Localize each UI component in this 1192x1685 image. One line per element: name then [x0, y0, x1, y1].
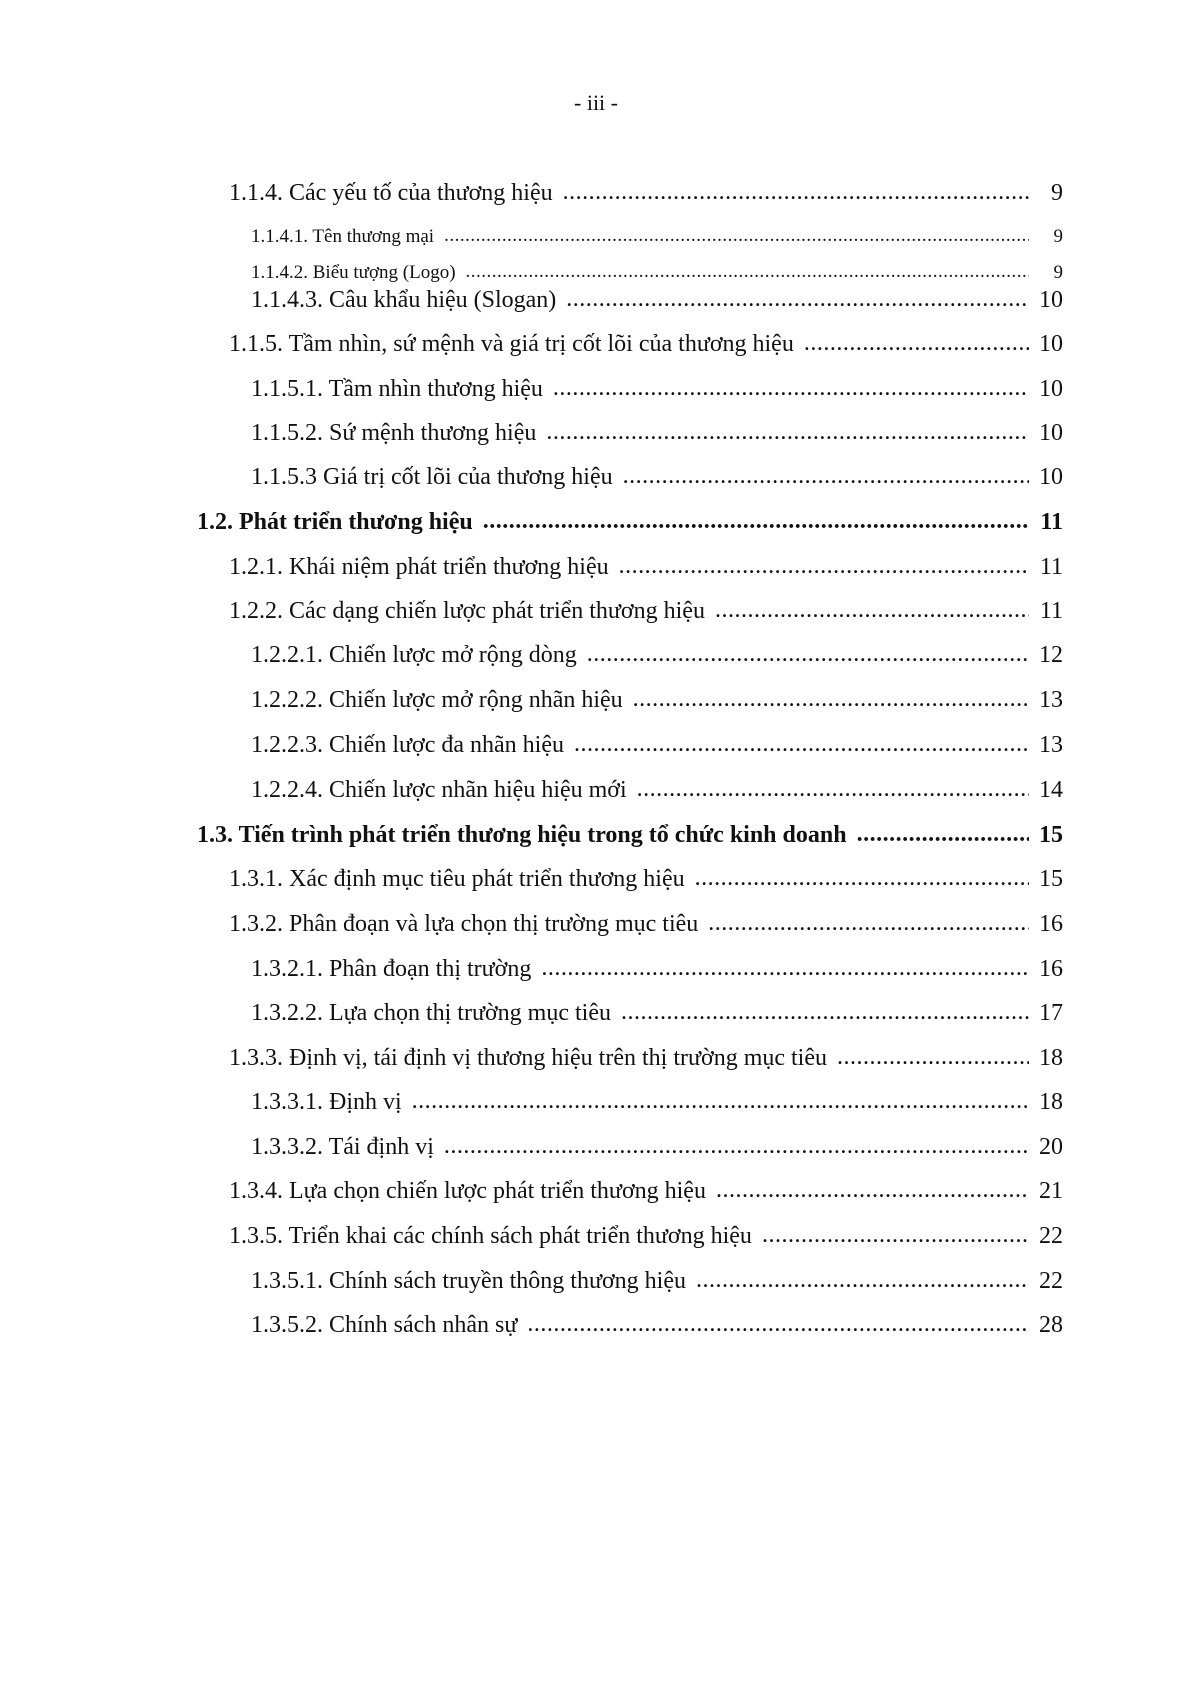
toc-dot-leader	[541, 948, 1029, 988]
toc-entry[interactable]	[229, 1171, 1063, 1211]
toc-entry-label: 1.3.5. Triển khai các chính sách phát triển thương hiệu	[229, 1223, 752, 1249]
toc-entry-page-number: 16	[1039, 911, 1063, 937]
toc-entry[interactable]	[251, 217, 1063, 257]
toc-entry[interactable]	[197, 815, 1063, 855]
toc-dot-leader	[412, 1081, 1029, 1121]
toc-dot-leader	[716, 1170, 1029, 1210]
toc-entry[interactable]	[251, 413, 1063, 453]
toc-entry-page-number: 15	[1039, 822, 1063, 848]
toc-entry-label: 1.1.5. Tầm nhìn, sứ mệnh và giá trị cốt lõi của thương hiệu	[229, 331, 794, 357]
toc-dot-leader	[715, 590, 1029, 630]
toc-entry[interactable]	[229, 1216, 1063, 1256]
toc-entry-page-number: 11	[1039, 554, 1063, 580]
toc-dot-leader	[837, 1037, 1029, 1077]
toc-entry[interactable]	[197, 502, 1063, 542]
toc-entry-label: 1.3.4. Lựa chọn chiến lược phát triển thương hiệu	[229, 1178, 706, 1204]
toc-entry[interactable]	[251, 369, 1063, 409]
toc-entry-page-number: 28	[1039, 1312, 1063, 1338]
toc-dot-leader	[527, 1304, 1029, 1344]
toc-entry[interactable]	[229, 904, 1063, 944]
toc-entry-label: 1.3.2.2. Lựa chọn thị trường mục tiêu	[251, 1000, 611, 1026]
toc-dot-leader	[553, 368, 1029, 408]
toc-entry-label: 1.1.4.3. Câu khẩu hiệu (Slogan)	[251, 287, 557, 313]
toc-entry-label: 1.3.5.2. Chính sách nhân sự	[251, 1312, 518, 1338]
toc-dot-leader	[623, 456, 1029, 496]
toc-dot-leader	[708, 903, 1029, 943]
toc-entry-label: 1.1.5.2. Sứ mệnh thương hiệu	[251, 420, 537, 446]
toc-dot-leader	[566, 279, 1029, 319]
toc-entry-label: 1.3.3.1. Định vị	[251, 1089, 402, 1115]
toc-entry[interactable]	[251, 993, 1063, 1033]
toc-dot-leader	[696, 1260, 1029, 1300]
toc-dot-leader	[444, 1126, 1029, 1166]
toc-entry-page-number: 18	[1039, 1089, 1063, 1115]
toc-dot-leader	[619, 546, 1029, 586]
toc-entry-label: 1.1.4. Các yếu tố của thương hiệu	[229, 180, 553, 206]
toc-entry-page-number: 13	[1039, 687, 1063, 713]
page-number: - iii -	[574, 90, 618, 115]
toc-entry[interactable]	[251, 725, 1063, 765]
toc-entry[interactable]	[251, 680, 1063, 720]
toc-entry-label: 1.3. Tiến trình phát triển thương hiệu trong tổ chức kinh doanh	[197, 822, 847, 848]
toc-entry-page-number: 22	[1039, 1223, 1063, 1249]
toc-entry-page-number: 15	[1039, 866, 1063, 892]
toc-entry-label: 1.2.2. Các dạng chiến lược phát triển thương hiệu	[229, 598, 705, 624]
toc-entry[interactable]	[251, 770, 1063, 810]
toc-entry-page-number: 20	[1039, 1134, 1063, 1160]
toc-dot-leader	[762, 1215, 1029, 1255]
toc-entry-label: 1.2. Phát triển thương hiệu	[197, 509, 473, 535]
toc-entry-label: 1.3.3. Định vị, tái định vị thương hiệu trên thị trường mục tiêu	[229, 1045, 827, 1071]
toc-entry-label: 1.2.2.3. Chiến lược đa nhãn hiệu	[251, 732, 564, 758]
toc-entry-label: 1.2.2.2. Chiến lược mở rộng nhãn hiệu	[251, 687, 623, 713]
toc-entry-label: 1.2.2.4. Chiến lược nhãn hiệu hiệu mới	[251, 777, 627, 803]
toc-entry-label: 1.2.1. Khái niệm phát triển thương hiệu	[229, 554, 609, 580]
toc-entry-page-number: 14	[1039, 777, 1063, 803]
toc-entry[interactable]	[251, 949, 1063, 989]
toc-entry-page-number: 11	[1039, 598, 1063, 624]
toc-entry-page-number: 9	[1053, 262, 1063, 283]
toc-dot-leader	[695, 858, 1029, 898]
toc-dot-leader	[483, 501, 1029, 541]
toc-dot-leader	[637, 769, 1029, 809]
toc-dot-leader	[546, 412, 1029, 452]
toc-entry-page-number: 10	[1039, 420, 1063, 446]
toc-entry-page-number: 10	[1039, 331, 1063, 357]
toc-entry[interactable]	[251, 280, 1063, 320]
toc-entry-page-number: 10	[1039, 464, 1063, 490]
toc-entry-page-number: 11	[1040, 509, 1063, 535]
toc-entry[interactable]	[229, 547, 1063, 587]
toc-entry[interactable]	[251, 635, 1063, 675]
toc-entry-label: 1.3.1. Xác định mục tiêu phát triển thương hiệu	[229, 866, 685, 892]
toc-entry-label: 1.1.4.2. Biểu tượng (Logo)	[251, 262, 456, 283]
toc-dot-leader	[857, 814, 1029, 854]
toc-entry-page-number: 22	[1039, 1268, 1063, 1294]
toc-entry-page-number: 18	[1039, 1045, 1063, 1071]
toc-entry-label: 1.1.5.1. Tầm nhìn thương hiệu	[251, 376, 543, 402]
toc-entry-label: 1.3.2. Phân đoạn và lựa chọn thị trường mục tiêu	[229, 911, 699, 937]
toc-entry-label: 1.1.5.3 Giá trị cốt lõi của thương hiệu	[251, 464, 613, 490]
toc-entry[interactable]	[229, 324, 1063, 364]
toc-entry-page-number: 16	[1039, 956, 1063, 982]
toc-entry-page-number: 9	[1051, 180, 1063, 206]
toc-entry[interactable]	[251, 1261, 1063, 1301]
toc-dot-leader	[574, 724, 1029, 764]
toc-entry-label: 1.1.4.1. Tên thương mại	[251, 226, 435, 247]
toc-entry[interactable]	[229, 173, 1063, 213]
toc-dot-leader	[804, 323, 1029, 363]
toc-entry-page-number: 17	[1039, 1000, 1063, 1026]
toc-dot-leader	[587, 634, 1029, 674]
toc-entry[interactable]	[251, 457, 1063, 497]
toc-entry[interactable]	[251, 1082, 1063, 1122]
toc-entry-page-number: 12	[1039, 642, 1063, 668]
toc-entry[interactable]	[229, 1038, 1063, 1078]
toc-dot-leader	[633, 679, 1029, 719]
toc-entry-label: 1.3.5.1. Chính sách truyền thông thương hiệu	[251, 1268, 686, 1294]
toc-entry[interactable]	[251, 1127, 1063, 1167]
toc-entry-page-number: 21	[1039, 1178, 1063, 1204]
toc-dot-leader	[563, 172, 1029, 212]
toc-entry-page-number: 10	[1039, 287, 1063, 313]
toc-entry[interactable]	[251, 1305, 1063, 1345]
toc-entry-page-number: 9	[1053, 226, 1063, 247]
toc-entry-label: 1.3.2.1. Phân đoạn thị trường	[251, 956, 532, 982]
toc-entry-page-number: 10	[1039, 376, 1063, 402]
toc-entry-label: 1.3.3.2. Tái định vị	[251, 1134, 434, 1160]
toc-dot-leader	[444, 216, 1029, 256]
toc-entry-label: 1.2.2.1. Chiến lược mở rộng dòng	[251, 642, 577, 668]
toc-dot-leader	[621, 992, 1029, 1032]
toc-entry[interactable]	[229, 591, 1063, 631]
toc-entry-page-number: 13	[1039, 732, 1063, 758]
toc-entry[interactable]	[229, 859, 1063, 899]
